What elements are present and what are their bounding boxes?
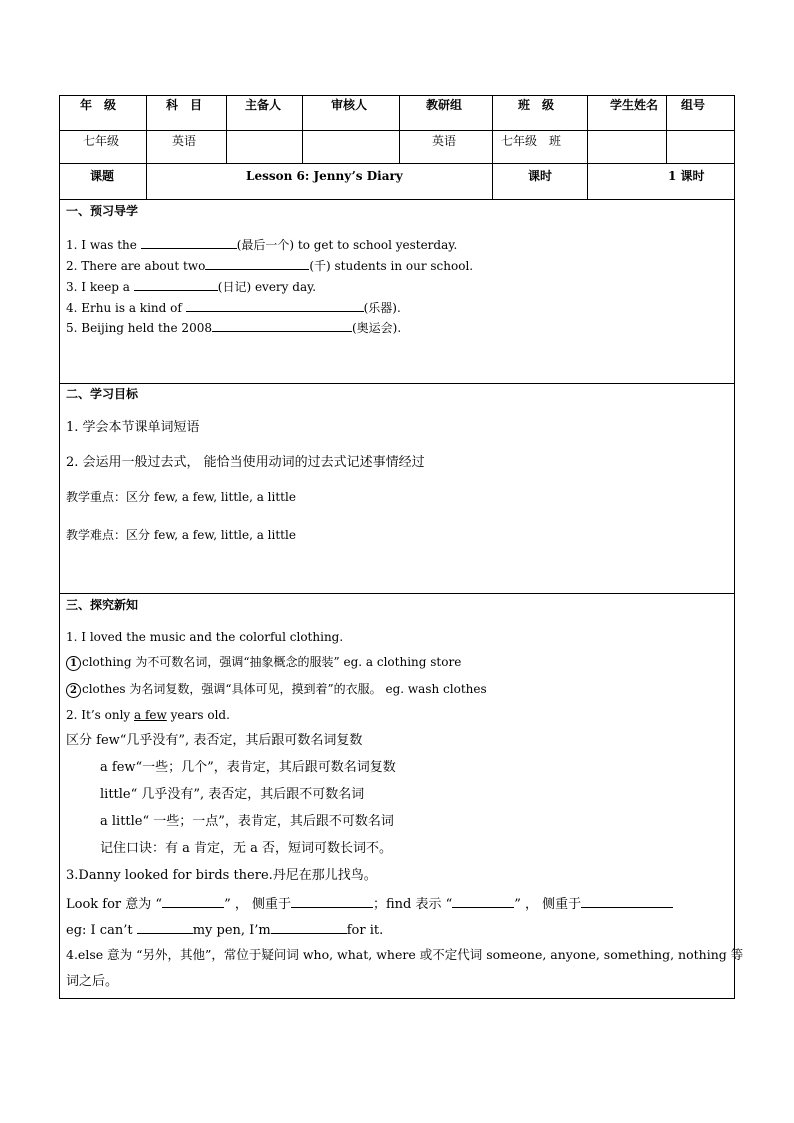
answer-blank[interactable] [212,319,352,332]
explore-line: 3.Danny looked for birds there.丹尼在那儿找鸟。 [66,868,377,883]
explore-line: 1. I loved the music and the colorful clothing. [66,630,344,644]
explore-line [66,921,383,939]
lesson-title: Lesson 6: Jenny’s Diary [246,169,403,183]
item-text: (奥运会). [351,321,402,335]
section-divider [59,593,735,594]
preview-item [66,278,316,295]
answer-blank[interactable] [162,895,224,908]
header-preparer: 主备人 [245,98,282,112]
circled-number: 2 [66,683,81,698]
explore-line: a few“一些；几个”，表肯定，其后跟可数名词复数 [100,760,396,775]
header-student-name: 学生姓名 [610,98,659,112]
line-text: my pen, I’m [192,923,271,938]
answer-blank[interactable] [291,895,373,908]
item-text: 2. There are about two [66,259,206,273]
table-frame [59,95,735,999]
line-text: Look for 意为 “ [66,897,163,912]
col-divider [587,95,588,199]
answer-blank[interactable] [137,921,193,934]
explore-line: 区分 few“几乎没有”, 表否定，其后跟可数名词复数 [66,733,363,748]
underlined-text: a few [134,708,167,722]
preview-item [66,257,473,274]
line-text: eg: I can’t [66,923,137,938]
explore-line: little“ 几乎没有”, 表否定，其后跟不可数名词 [100,787,365,802]
item-text: (日记) every day. [217,280,317,294]
line-text: ” ， 侧重于 [224,897,291,912]
explore-line: 词之后。 [66,974,119,989]
header-research-group: 教研组 [426,98,463,112]
explore-line: 4.else 意为 “另外，其他”，常位于疑问词 who, what, where 或不定代词 someone, anyone, something, nothing 等 [66,947,744,962]
grade-value: 七年级 [83,134,120,148]
answer-blank[interactable] [205,257,309,270]
preview-item [66,236,457,253]
col-divider [399,95,400,163]
answer-blank[interactable] [141,236,237,249]
goal-item: 2. 会运用一般过去式， 能恰当使用动词的过去式记述事情经过 [66,455,425,470]
explore-line: 记住口诀：有 a 肯定，无 a 否，短词可数长词不。 [100,841,393,856]
section-title-goals: 二、学习目标 [66,387,139,401]
period-label: 课时 [528,169,553,183]
circled-number: 1 [66,656,81,671]
line-text: ；find 表示 “ [372,897,453,912]
explore-line [66,707,230,723]
item-text: (最后一个) to get to school yesterday. [236,238,458,252]
preview-item [66,319,401,336]
header-class: 班 级 [518,98,555,112]
section-divider [59,383,735,384]
line-text: clothing 为不可数名词，强调“抽象概念的服装” eg. a clothing store [82,655,462,669]
answer-blank[interactable] [271,921,347,934]
item-text: 4. Erhu is a kind of [66,301,186,315]
key-point: 教学重点：区分 few, a few, little, a little [66,490,296,504]
line-text: clothes 为名词复数，强调“具体可见，摸到着”的衣服。 eg. wash clothes [82,682,487,696]
line-text: years old. [166,708,230,722]
col-divider [226,95,227,163]
difficulty-point: 教学难点：区分 few, a few, little, a little [66,528,296,542]
col-divider [666,95,667,163]
item-text: (乐器). [363,301,401,315]
item-text: (千) students in our school. [309,259,474,273]
row-divider [59,130,735,131]
topic-label: 课题 [90,169,115,183]
answer-blank[interactable] [134,278,218,291]
answer-blank[interactable] [452,895,514,908]
line-text: 2. It’s only [66,708,134,722]
group-value: 英语 [432,134,457,148]
section-title-preview: 一、预习导学 [66,204,139,218]
item-text: 1. I was the [66,238,141,252]
col-divider [492,95,493,199]
row-divider [59,199,735,200]
header-subject: 科 目 [166,98,203,112]
section-title-explore: 三、探究新知 [66,598,139,612]
explore-line [66,654,461,671]
header-grade: 年 级 [80,98,117,112]
col-divider [302,95,303,163]
preview-item [66,299,401,316]
item-text: 5. Beijing held the 2008 [66,321,212,335]
answer-blank[interactable] [186,299,364,312]
period-value: 1 课时 [668,169,705,183]
col-divider [146,95,147,199]
explore-line: a little“ 一些；一点”，表肯定，其后跟不可数名词 [100,814,394,829]
goal-item: 1. 学会本节课单词短语 [66,420,200,435]
explore-line [66,895,673,913]
header-group-number: 组号 [681,98,706,112]
subject-value: 英语 [172,134,197,148]
item-text: 3. I keep a [66,280,134,294]
answer-blank[interactable] [581,895,673,908]
row-divider [59,163,735,164]
class-value: 七年级 班 [501,134,562,148]
explore-line [66,681,487,698]
header-reviewer: 审核人 [331,98,368,112]
line-text: ” ， 侧重于 [514,897,582,912]
line-text: for it. [346,923,384,938]
